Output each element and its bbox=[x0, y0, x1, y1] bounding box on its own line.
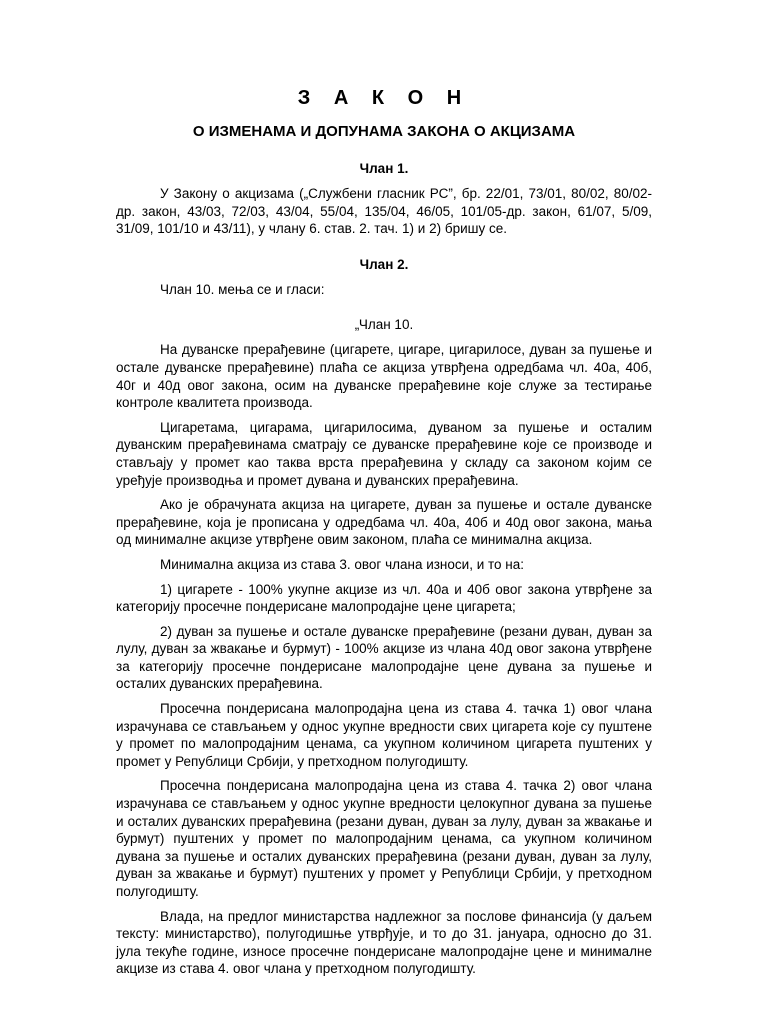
paragraph: Цигаретама, цигарама, цигарилосима, дуваном за пушење и осталим дуванским прерађевинама сматрају се дуванске прерађевине које се производе и стављају у промет као таква врста прерађевина у складу са законом којим се уређује производња и промет дувана и дуванских прерађевина. bbox=[116, 419, 652, 488]
paragraph: На дуванске прерађевине (цигарете, цигаре, цигарилосе, дуван за пушење и остале дуванске прерађевине) плаћа се акциза утврђена одредбама чл. 40а, 40б, 40г и 40д овог закона, осим на дуванске прерађевине које служе за тестирање контроле квалитета производа. bbox=[116, 342, 652, 411]
paragraph: Влада, на предлог министарства надлежног за послове финансија (у даљем тексту: министарство), полугодишње утврђује, и то до 31. јануара, односно до 31. јула текуће године, износе просечне пондерисане малопродајне цене и минималне акцизе из става 4. овог члана у претходном полугодишту. bbox=[116, 908, 652, 977]
article-1-heading: Члан 1. bbox=[359, 161, 409, 176]
list-item: 1) цигарете - 100% укупне акцизе из чл. 40а и 40б овог закона утврђене за категорију просечне пондерисане малопродајне цене цигарета; bbox=[116, 581, 652, 615]
article-2-intro: Члан 10. мења се и гласи: bbox=[160, 281, 325, 297]
paragraph: Минимална акциза из става 3. овог члана износи, и то на: bbox=[160, 556, 524, 572]
document-body bbox=[116, 84, 652, 985]
paragraph: Просечна пондерисана малопродајна цена из става 4. тачка 1) овог члана израчунава се стављањем у однос укупне вредности свих цигарета које су пуштене у промет по малопродајним ценама, са укупном количином цигарета пуштених у промет у Републици Србији, у претходном полугодишту. bbox=[116, 701, 652, 769]
quoted-article-heading: „Члан 10. bbox=[354, 317, 414, 333]
document-title: З А К О Н bbox=[297, 87, 471, 109]
paragraph: Ако је обрачуната акциза на цигарете, дуван за пушење и остале дуванске прерађевине, која је прописана у одредбама чл. 40а, 40б и 40д овог закона, мања од минималне акцизе утврђене овим законом, плаћа се минимална акциза. bbox=[116, 497, 652, 548]
article-2-heading: Члан 2. bbox=[359, 256, 409, 272]
list-item: 2) дуван за пушење и остале дуванске прерађевине (резани дуван, дуван за лулу, дуван за жвакање и бурмут) - 100% акцизе из члана 40д овог закона утврђене за категорију просечне пондерисане малопродајне цене дувана за пушење и осталих дуванских прерађевина. bbox=[116, 623, 652, 692]
paragraph: Просечна пондерисана малопродајна цена из става 4. тачка 2) овог члана израчунава се стављањем у однос укупне вредности целокупног дувана за пушење и осталих дуванских прерађевина (резани дуван, дуван за лулу, дуван за жвакање и бурмут) пуштених у промет по малопродајним ценама, са укупном количином дувана за пушење и осталих дуванских прерађевина (резани дуван, дуван за лулу, дуван за жвакање и бурмут) пуштених у промет у Републици Србији, у претходном полугодишту. bbox=[116, 778, 652, 899]
document-subtitle: О ИЗМЕНАМА И ДОПУНАМА ЗАКОНА О АКЦИЗАМА bbox=[192, 123, 576, 140]
article-1-text: У Закону о акцизама („Службени гласник РС”, бр. 22/01, 73/01, 80/02, 80/02-др. закон, 43/03, 72/03, 43/04, 55/04, 135/04, 46/05, 101/05-др. закон, 61/07, 5/09, 31/09, 101/10 и 43/11), у члану 6. став. 2. тач. 1) и 2) бришу се. bbox=[116, 186, 652, 237]
